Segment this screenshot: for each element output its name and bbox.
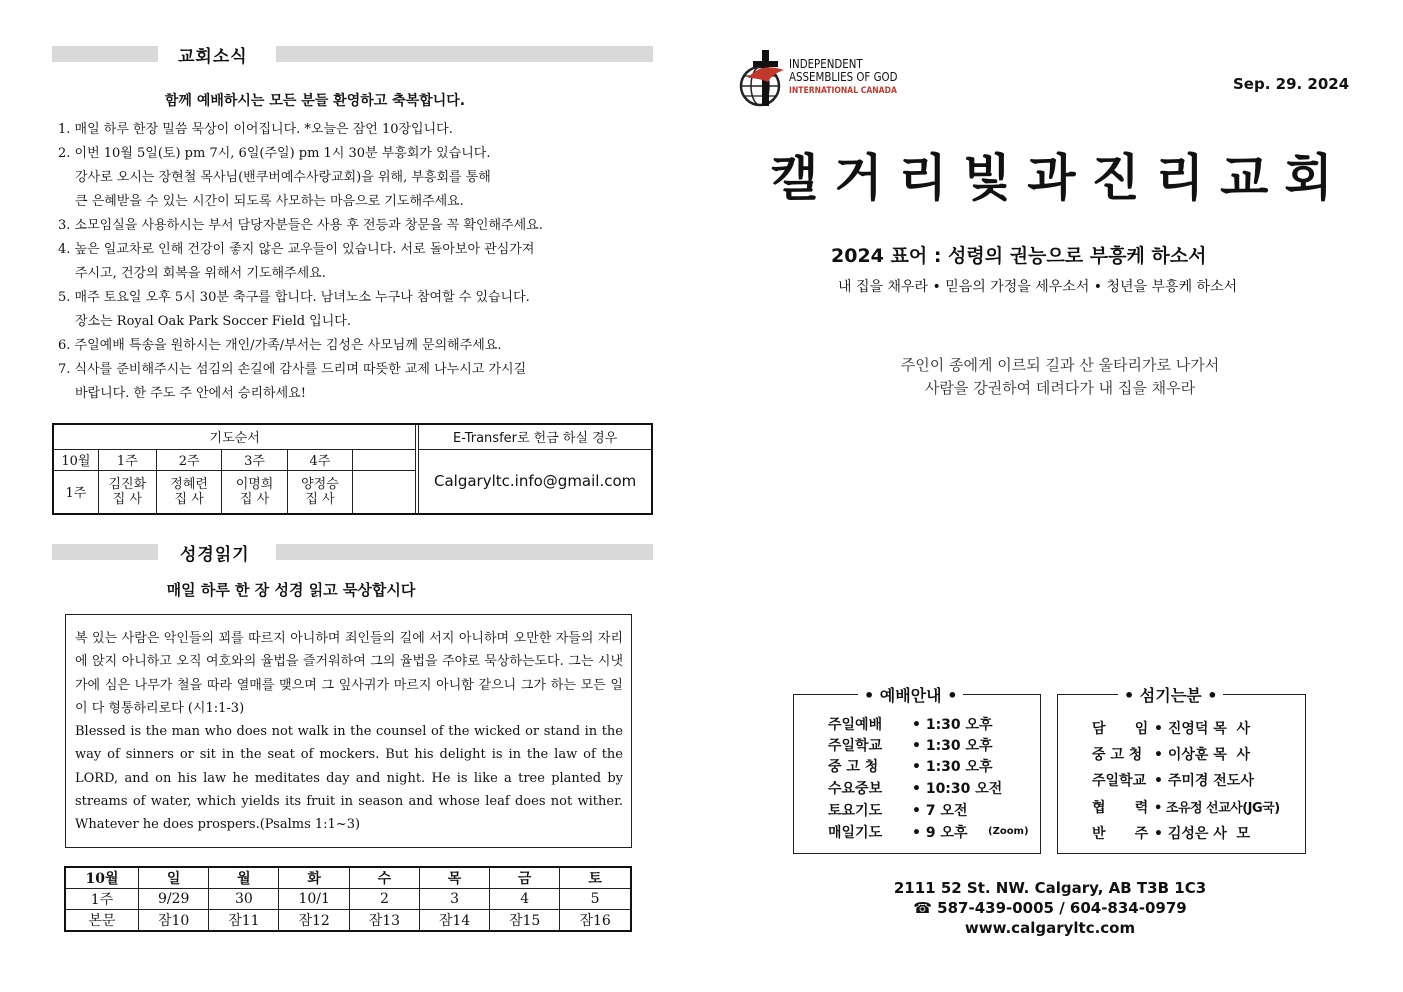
prayer-month: 10월: [53, 449, 98, 470]
person-role: 집 사: [305, 491, 335, 507]
scripture-box: [65, 614, 632, 848]
service-time: • 7 오전: [912, 803, 968, 819]
reading-cell: 30: [209, 889, 279, 910]
reading-cell: 잠14: [419, 910, 489, 932]
reading-cell: 2: [349, 889, 419, 910]
staff-role: 주일학교: [1092, 773, 1147, 789]
news-list: [58, 118, 658, 406]
cover-verse: [780, 354, 1340, 400]
person-role: 집 사: [239, 491, 270, 507]
service-row: [828, 822, 882, 842]
prayer-week: 3주: [222, 449, 287, 470]
prayer-header: 기도순서: [53, 424, 416, 449]
staff-name: • 김성은 사 모: [1154, 826, 1251, 842]
contact-block: [780, 878, 1320, 938]
staff-name: • 조유정 선교사(JG국): [1154, 801, 1280, 816]
email-link[interactable]: Calgaryltc.info@gmail.com: [419, 449, 652, 514]
staff-role: 협 력: [1092, 800, 1149, 816]
prayer-week: 2주: [156, 449, 221, 470]
reading-cell: 10/1: [279, 889, 349, 910]
reading-header-row: [65, 867, 631, 889]
staff-name: • 이상훈 목 사: [1154, 747, 1251, 763]
service-name: 토요기도: [828, 803, 883, 819]
service-time: • 9 오후: [912, 825, 968, 841]
news-item: 3. 소모임실을 사용하시는 부서 담당자분들은 사용 후 전등과 창문을 꼭 확인해주세요.: [58, 218, 543, 233]
staff-role: 중 고 청: [1092, 747, 1143, 763]
news-item: 5. 매주 토요일 오후 5시 30분 축구를 합니다. 남녀노소 누구나 참여할 수 있습니다.: [58, 290, 530, 305]
person-name: 정혜련: [170, 476, 208, 492]
reading-cell: 10월: [65, 867, 139, 889]
logo-line2: ASSEMBLIES OF GOD: [789, 69, 898, 84]
section-bar: [52, 544, 158, 560]
service-name: 수요중보: [828, 781, 883, 797]
service-time: • 1:30 오후: [912, 738, 993, 754]
service-row: [828, 800, 882, 820]
church-name: 캘거리빛과진리교회: [770, 149, 1349, 207]
reading-cell: 수: [349, 867, 419, 889]
person-role: 집 사: [112, 491, 142, 507]
prayer-person: [98, 470, 156, 514]
reading-table: [64, 866, 632, 932]
welcome-text: 함께 예배하시는 모든 분들 환영하고 축복합니다.: [164, 93, 466, 109]
website-link[interactable]: www.calgaryltc.com: [964, 919, 1136, 937]
service-time: • 1:30 오후: [912, 717, 993, 733]
verse-line: 사람을 강권하여 데려다가 내 집을 채우라: [924, 379, 1196, 397]
staff-role: 반 주: [1092, 826, 1149, 842]
service-name: 중 고 청: [828, 759, 879, 775]
bible-title: 성경읽기: [180, 545, 250, 565]
prayer-person: [156, 470, 221, 514]
section-bar: [52, 46, 158, 62]
reading-cell: 토: [560, 867, 631, 889]
reading-cell: 잠13: [349, 910, 419, 932]
section-bar: [276, 544, 653, 560]
service-row: [828, 756, 878, 776]
person-name: 김진화: [108, 476, 147, 492]
prayer-week: 4주: [287, 449, 352, 470]
globe-cross-icon: [738, 48, 792, 108]
reading-cell: 잠16: [560, 910, 631, 932]
prayer-empty: [353, 449, 416, 470]
etransfer-header: E-Transfer로 헌금 하실 경우: [419, 424, 652, 449]
person-name: 양정승: [301, 476, 339, 492]
news-item: 장소는 Royal Oak Park Soccer Field 입니다.: [75, 314, 351, 329]
address: 2111 52 St. NW. Calgary, AB T3B 1C3: [893, 879, 1207, 897]
bulletin-date: Sep. 29. 2024: [1233, 75, 1350, 93]
service-row: [828, 735, 882, 755]
reading-text-row: [65, 910, 631, 932]
motto: 2024 표어 : 성령의 권능으로 부흥케 하소서: [831, 245, 1207, 267]
prayer-empty: [353, 470, 416, 514]
news-item: 큰 은혜받을 수 있는 시간이 되도록 사모하는 마음으로 기도해주세요.: [75, 194, 464, 209]
services-title: • 예배안내 •: [858, 683, 963, 706]
reading-cell: 월: [209, 867, 279, 889]
reading-cell: 5: [560, 889, 631, 910]
logo-line3: INTERNATIONAL CANADA: [789, 86, 897, 96]
news-item: 주시고, 건강의 회복을 위해서 기도해주세요.: [75, 266, 326, 281]
reading-cell: 4: [490, 889, 560, 910]
service-row: [828, 778, 882, 798]
service-name: 주일학교: [828, 738, 883, 754]
reading-cell: 일: [139, 867, 209, 889]
motto-sub: 내 집을 채우라 • 믿음의 가정을 세우소서 • 청년을 부흥케 하소서: [838, 279, 1238, 295]
staff-name: • 진영덕 목 사: [1154, 721, 1251, 737]
reading-cell: 잠12: [279, 910, 349, 932]
news-item: 7. 식사를 준비해주시는 섬김의 손길에 감사를 드리며 따뜻한 교제 나누시고 가시길: [58, 362, 527, 377]
news-item: 바랍니다. 한 주도 주 안에서 승리하세요!: [75, 386, 306, 401]
prayer-person: [222, 470, 287, 514]
prayer-person: [287, 470, 352, 514]
logo-line1: INDEPENDENT: [789, 56, 863, 71]
news-item: 4. 높은 일교차로 인해 건강이 좋지 않은 교우들이 있습니다. 서로 돌아보아 관심가져: [58, 242, 535, 257]
news-item: 강사로 오시는 장현철 목사님(밴쿠버예수사랑교회)을 위해, 부흥회를 통해: [75, 170, 491, 185]
reading-cell: 1주: [65, 889, 139, 910]
service-row: [828, 714, 882, 734]
scripture-korean: 복 있는 사람은 악인들의 꾀를 따르지 아니하며 죄인들의 길에 서지 아니하며 오만한 자들의 자리에 앉지 아니하고 오직 여호와의 율법을 즐거워하여 그의 율법을 주야로 묵상하는도다. 그는 시냇가에 심은 나무가 철을 따라 열매를 맺으며 그 잎사귀가 마르지 아니함 같으니 그가 하는 모든 일이 다 형통하리로다 (시1:1-3): [75, 631, 623, 716]
news-item: 6. 주일예배 특송을 원하시는 개인/가족/부서는 김성은 사모님께 문의해주세요.: [58, 338, 502, 353]
service-time: • 10:30 오전: [912, 781, 1003, 797]
news-title: 교회소식: [178, 47, 248, 67]
reading-cell: 금: [490, 867, 560, 889]
reading-cell: 잠15: [490, 910, 560, 932]
staff-name: • 주미경 전도사: [1154, 773, 1254, 789]
scripture-english: Blessed is the man who does not walk in the counsel of the wicked or stand in the way of sinners or sit in the seat of mockers. But his delight is in the law of the LORD, and on his law he meditates day and night. He is like a tree planted by streams of water, which yields its fruit in season and whose leaf does not wither. Whatever he does prospers.(Psalms 1:1~3): [75, 724, 623, 833]
phone: ☎ 587-439-0005 / 604-834-0979: [913, 899, 1187, 917]
news-item: 2. 이번 10월 5일(토) pm 7시, 6일(주일) pm 1시 30분 부흥회가 있습니다.: [58, 146, 491, 161]
reading-date-row: [65, 889, 631, 910]
reading-cell: 9/29: [139, 889, 209, 910]
zoom-label: (Zoom): [988, 826, 1029, 837]
reading-cell: 화: [279, 867, 349, 889]
reading-cell: 3: [419, 889, 489, 910]
reading-cell: 잠10: [139, 910, 209, 932]
reading-cell: 잠11: [209, 910, 279, 932]
person-name: 이명희: [235, 476, 274, 492]
prayer-week: 1주: [98, 449, 156, 470]
reading-cell: 본문: [65, 910, 139, 932]
prayer-row-label: 1주: [53, 470, 98, 514]
section-bar: [276, 46, 653, 62]
service-name: 매일기도: [828, 825, 883, 841]
news-item: 1. 매일 하루 한장 밀씀 묵상이 이어집니다. *오늘은 잠언 10장입니다.: [58, 122, 453, 137]
reading-cell: 목: [419, 867, 489, 889]
service-name: 주일예배: [828, 717, 883, 733]
bible-subtitle: 매일 하루 한 장 성경 읽고 묵상합시다: [166, 581, 416, 599]
prayer-table: [52, 423, 653, 515]
logo: [738, 48, 918, 108]
verse-line: 주인이 종에게 이르되 길과 산 울타리가로 나가서: [900, 356, 1220, 374]
staff-title: • 섬기는분 •: [1118, 683, 1223, 706]
staff-role: 담 임: [1092, 721, 1149, 737]
person-role: 집 사: [174, 491, 204, 507]
service-time: • 1:30 오후: [912, 759, 993, 775]
